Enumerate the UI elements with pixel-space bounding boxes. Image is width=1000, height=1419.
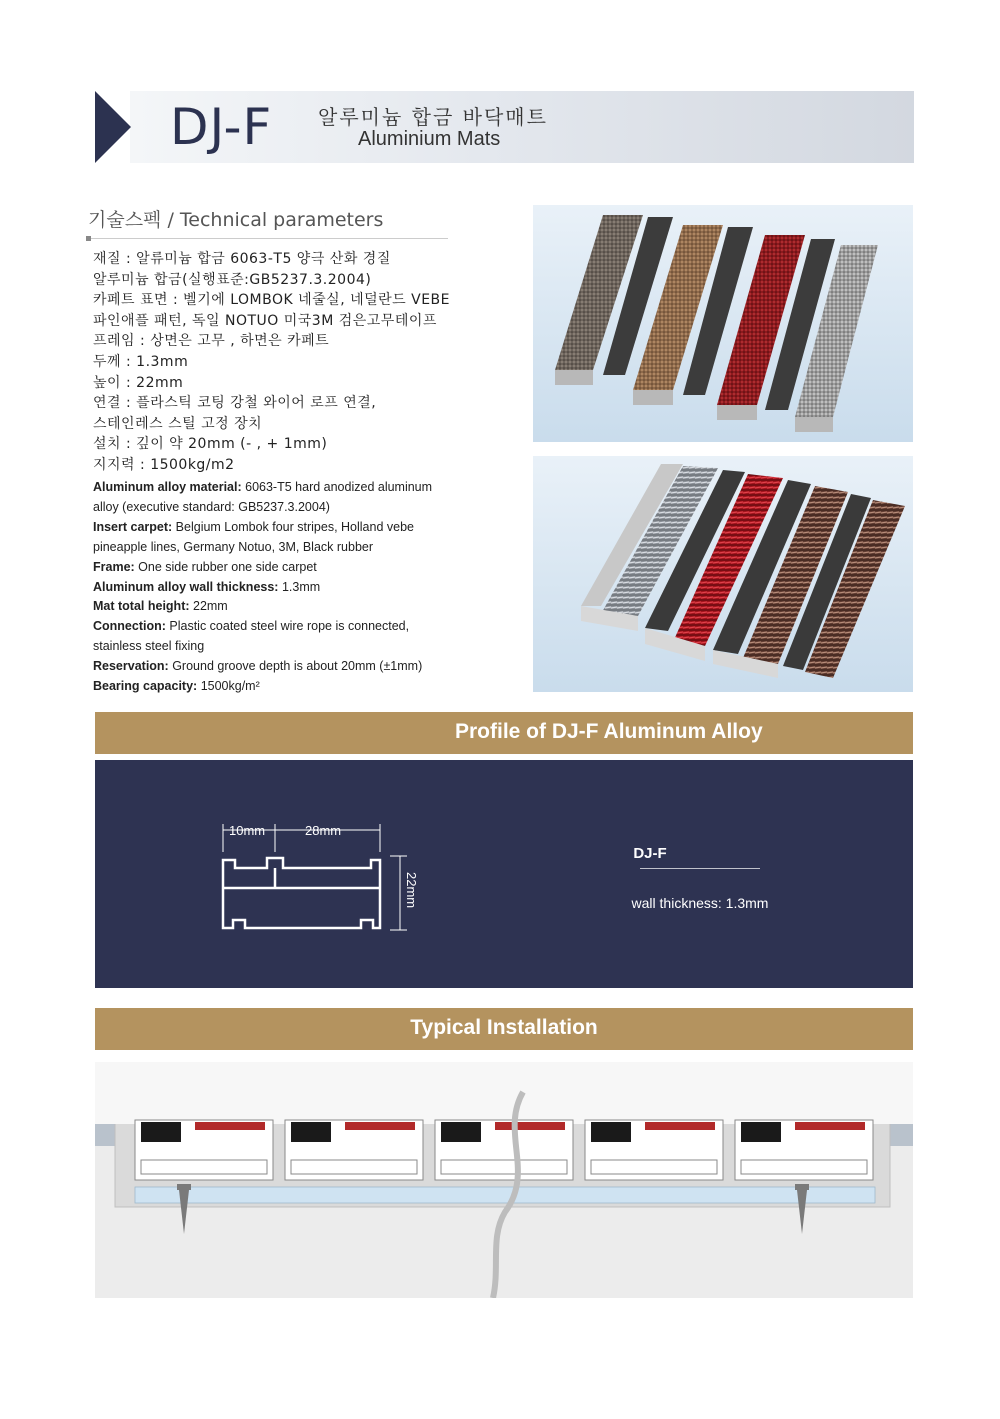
spec-en-text: 1.3mm bbox=[278, 579, 321, 594]
spec-en-text: alloy (executive standard: GB5237.3.2004) bbox=[93, 499, 330, 514]
spec-en-text: Belgium Lombok four stripes, Holland vebe bbox=[172, 519, 414, 534]
installation-panel bbox=[95, 1062, 913, 1298]
spec-en-label: Reservation: bbox=[93, 659, 169, 674]
spec-bullet-icon bbox=[86, 236, 91, 241]
spec-en-text: One side rubber one side carpet bbox=[134, 559, 317, 574]
spec-en-label: Aluminum alloy material: bbox=[93, 480, 242, 494]
mat-photo-1-illustration bbox=[533, 205, 913, 442]
spec-en-text: 6063-T5 hard anodized aluminum bbox=[241, 480, 433, 494]
installation-drawing bbox=[95, 1062, 913, 1298]
spec-en-label: Aluminum alloy wall thickness: bbox=[93, 579, 279, 594]
model-title: DJ-F bbox=[170, 98, 273, 156]
spec-en-label: Mat total height: bbox=[93, 599, 190, 614]
installation-banner-title: Typical Installation bbox=[410, 1016, 598, 1039]
mat-photo-2-illustration bbox=[533, 456, 913, 692]
spec-en-line bbox=[93, 657, 483, 677]
spec-en-line bbox=[93, 478, 483, 498]
spec-ko-line: 파인애플 패턴, 독일 NOTUO 미국3M 검은고무테이프 bbox=[93, 312, 437, 329]
spec-en-label: Bearing capacity: bbox=[93, 679, 198, 694]
spec-en-line bbox=[93, 518, 483, 538]
dim-28-label: 28mm bbox=[305, 823, 342, 838]
profile-wall-thickness: wall thickness: 1.3mm bbox=[631, 895, 769, 911]
spec-en-line bbox=[93, 677, 483, 697]
spec-ko-line: 프레임 : 상면은 고무 , 하면은 카페트 bbox=[93, 333, 330, 350]
spec-ko-line: 스테인레스 스틸 고정 장치 bbox=[93, 415, 263, 432]
spec-en-text: 22mm bbox=[189, 599, 228, 614]
spec-ko-line: 설치 : 깊이 약 20mm (- , + 1mm) bbox=[93, 436, 328, 453]
profile-panel bbox=[95, 760, 913, 988]
spec-en-line bbox=[93, 558, 483, 578]
product-photo-2 bbox=[533, 456, 913, 692]
spec-ko-line: 두께 : 1.3mm bbox=[93, 353, 189, 370]
specs-korean bbox=[93, 249, 513, 476]
installation-banner bbox=[95, 1008, 913, 1050]
spec-en-text: 1500kg/m² bbox=[197, 679, 260, 694]
spec-en-line bbox=[93, 578, 483, 598]
profile-divider bbox=[640, 868, 760, 869]
spec-en-text: Plastic coated steel wire rope is connected, bbox=[165, 619, 410, 634]
mat-strip-group bbox=[581, 464, 905, 678]
profile-banner bbox=[95, 712, 913, 754]
spec-ko-line: 지지력 : 1500kg/m2 bbox=[93, 456, 235, 473]
spec-en-label: Insert carpet: bbox=[93, 519, 173, 534]
spec-en-text: pineapple lines, Germany Notuo, 3M, Black rubber bbox=[93, 539, 374, 554]
spec-section-title: 기술스펙 / Technical parameters bbox=[88, 209, 384, 231]
spec-ko-line: 카페트 표면 : 벨기에 LOMBOK 네줄실, 네덜란드 VEBE bbox=[93, 292, 451, 309]
profile-banner-title: Profile of DJ-F Aluminum Alloy bbox=[455, 720, 763, 743]
spec-ko-line: 알루미늄 합금(실행표준:GB5237.3.2004) bbox=[93, 271, 372, 288]
spec-ko-line: 연결 : 플라스틱 코팅 강철 와이어 로프 연결, bbox=[93, 395, 377, 412]
spec-divider bbox=[88, 238, 448, 239]
spec-en-line bbox=[93, 498, 483, 518]
profile-model-label: DJ-F bbox=[633, 845, 667, 862]
dim-10-label: 10mm bbox=[229, 823, 266, 838]
dim-22-label: 22mm bbox=[404, 872, 419, 909]
spec-en-line bbox=[93, 617, 483, 637]
spec-en-text: stainless steel fixing bbox=[93, 639, 205, 654]
spec-en-line bbox=[93, 538, 483, 558]
spec-en-line bbox=[93, 597, 483, 617]
spec-ko-line: 재질 : 알류미늄 합금 6063-T5 양극 산화 경질 bbox=[93, 251, 391, 267]
spec-en-line bbox=[93, 637, 483, 657]
spec-en-text: Ground groove depth is about 20mm (±1mm) bbox=[168, 659, 423, 674]
mat-strip-group bbox=[555, 215, 878, 432]
mat-module-group bbox=[135, 1120, 873, 1180]
spec-ko-line: 높이 : 22mm bbox=[93, 374, 184, 391]
header-triangle-icon bbox=[95, 91, 131, 163]
spec-en-label: Connection: bbox=[93, 619, 166, 634]
title-korean: 알루미늄 합금 바닥매트 bbox=[318, 105, 548, 129]
profile-shape-icon bbox=[223, 858, 380, 928]
product-photo-1 bbox=[533, 205, 913, 442]
title-english: Aluminium Mats bbox=[358, 128, 501, 150]
specs-english bbox=[93, 478, 483, 697]
spec-en-label: Frame: bbox=[93, 559, 135, 574]
profile-drawing bbox=[95, 760, 913, 988]
